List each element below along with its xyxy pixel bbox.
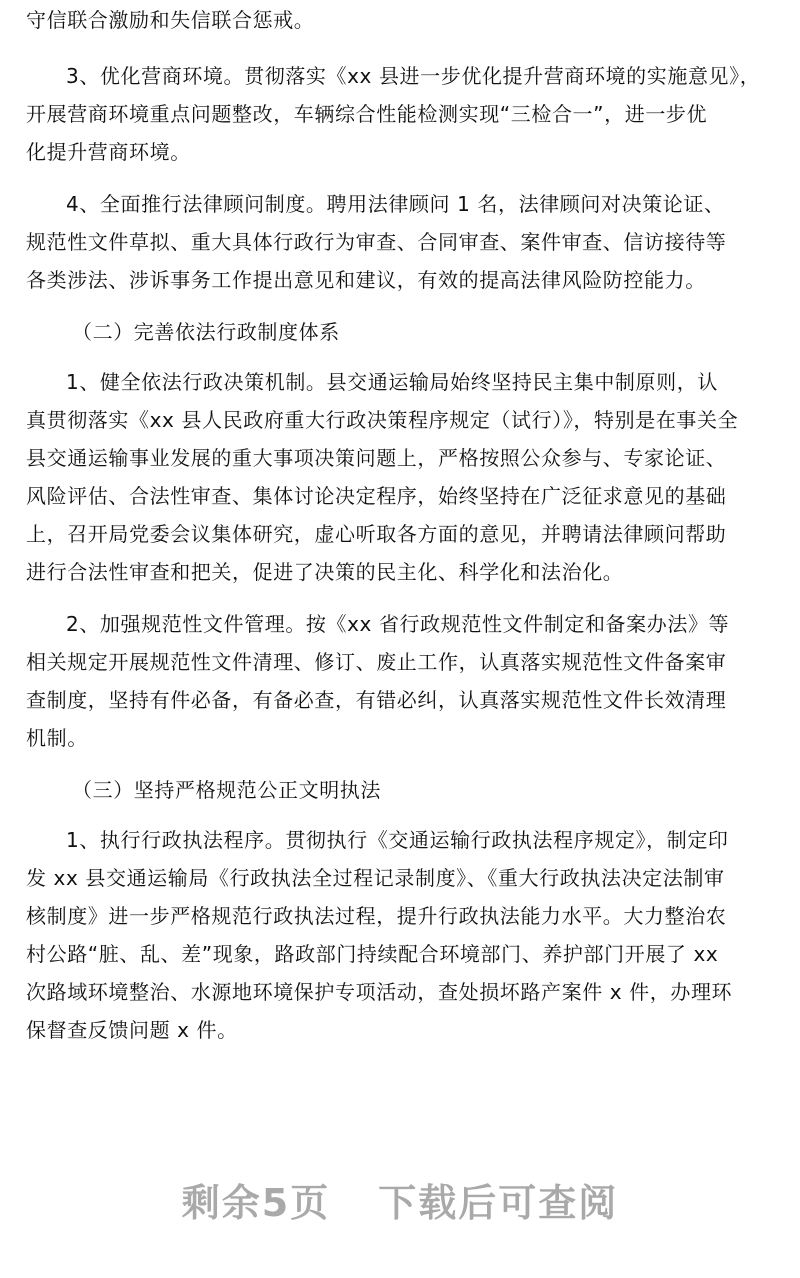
paragraph-line: 进行合法性审查和把关，促进了决策的民主化、科学化和法治化。 <box>26 560 624 584</box>
paragraph-line: 开展营商环境重点问题整改，车辆综合性能检测实现“三检合一”，进一步优 <box>26 102 708 126</box>
paragraph-line: 风险评估、合法性审查、集体讨论决定程序，始终坚持在广泛征求意见的基础 <box>26 484 727 508</box>
paragraph-line: 化提升营商环境。 <box>26 140 191 164</box>
download-prompt[interactable] <box>0 1172 800 1227</box>
paragraph-line: 县交通运输事业发展的重大事项决策问题上，严格按照公众参与、专家论证、 <box>26 446 727 470</box>
paragraph-line: 核制度》进一步严格规范行政执法过程，提升行政执法能力水平。大力整治农 <box>26 904 727 928</box>
section-heading: （二）完善依法行政制度体系 <box>72 320 340 344</box>
paragraph-line: 查制度，坚持有件必备，有备必查，有错必纠，认真落实规范性文件长效清理 <box>26 688 727 712</box>
download-to-view-text: 下载后可查阅 <box>378 1181 619 1225</box>
paragraph-line: 各类涉法、涉诉事务工作提出意见和建议，有效的提高法律风险防控能力。 <box>26 268 706 292</box>
paragraph-line: 3、优化营商环境。贯彻落实《xx 县进一步优化提升营商环境的实施意见》， <box>66 64 761 88</box>
paragraph-line: 1、健全依法行政决策机制。县交通运输局始终坚持民主集中制原则，认 <box>66 370 718 394</box>
paragraph-line: 保督查反馈问题 x 件。 <box>26 1018 238 1042</box>
paragraph-line: 守信联合激励和失信联合惩戒。 <box>26 8 315 32</box>
paragraph-line: 发 xx 县交通运输局《行政执法全过程记录制度》、《重大行政执法决定法制审 <box>26 866 725 890</box>
paragraph-line: 相关规定开展规范性文件清理、修订、废止工作，认真落实规范性文件备案审 <box>26 650 727 674</box>
paragraph-line: 2、加强规范性文件管理。按《xx 省行政规范性文件制定和备案办法》等 <box>66 612 730 636</box>
paragraph-line: 村公路“脏、乱、差”现象，路政部门持续配合环境部门、养护部门开展了 xx <box>26 942 719 966</box>
paragraph-line: 次路域环境整治、水源地环境保护专项活动，查处损坏路产案件 x 件，办理环 <box>26 980 733 1004</box>
paragraph-line: 4、全面推行法律顾问制度。聘用法律顾问 1 名，法律顾问对决策论证、 <box>66 192 725 216</box>
paragraph-line: 真贯彻落实《xx 县人民政府重大行政决策程序规定（试行）》，特别是在事关全 <box>26 408 739 432</box>
paragraph-line: 上，召开局党委会议集体研究，虚心听取各方面的意见，并聘请法律顾问帮助 <box>26 522 727 546</box>
paragraph-line: 规范性文件草拟、重大具体行政行为审查、合同审查、案件审查、信访接待等 <box>26 230 727 254</box>
paragraph-line: 1、执行行政执法程序。贯彻执行《交通运输行政执法程序规定》，制定印 <box>66 828 729 852</box>
paragraph-line: 机制。 <box>26 726 88 750</box>
remaining-pages-text: 剩余5页 <box>181 1181 331 1225</box>
section-heading: （三）坚持严格规范公正文明执法 <box>72 778 381 802</box>
